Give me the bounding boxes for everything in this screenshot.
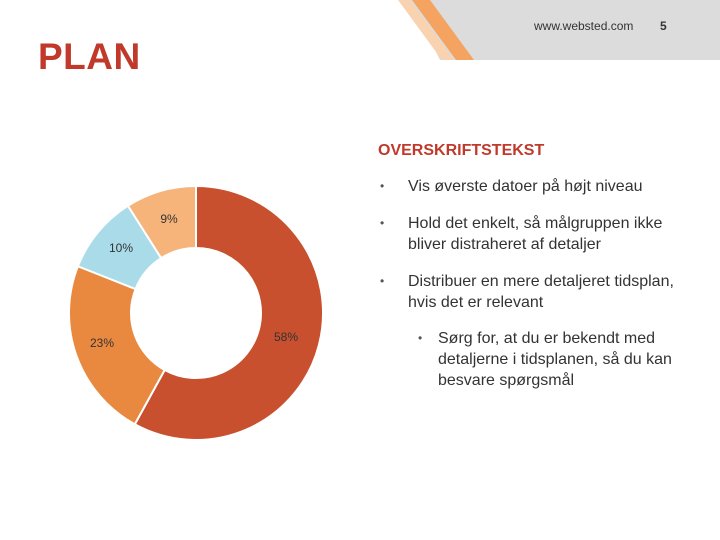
sub-bullet-list: [414, 328, 694, 391]
bullet-list: [380, 176, 700, 329]
bullet-dot-icon: •: [380, 179, 385, 193]
slice-label: 23%: [89, 336, 115, 350]
bullet-text: Vis øverste datoer på højt niveau: [408, 178, 643, 195]
page-number: 5: [660, 19, 667, 33]
donut-chart: [0, 150, 360, 480]
content-heading: OVERSKRIFTSTEKST: [378, 142, 545, 159]
bullet-item: [380, 176, 700, 197]
slice-label: 9%: [160, 212, 178, 226]
bullet-text: Hold det enkelt, så målgruppen ikke bliver distraheret af detaljer: [408, 215, 663, 253]
sub-bullet-text: Sørg for, at du er bekendt med detaljerne i tidsplanen, så du kan besvare spørgsmål: [438, 330, 672, 389]
bullet-dot-icon: •: [418, 331, 423, 345]
bullet-dot-icon: •: [380, 274, 385, 288]
bullet-item: [380, 271, 700, 313]
bullet-dot-icon: •: [380, 216, 385, 230]
website-url: www.websted.com: [534, 19, 634, 33]
slice-label: 58%: [273, 330, 299, 344]
slice-label: 10%: [108, 241, 134, 255]
bullet-text: Distribuer en mere detaljeret tidsplan, hvis det er relevant: [408, 273, 674, 311]
slide-title: PLAN: [38, 36, 141, 77]
bullet-item: [380, 213, 700, 255]
sub-bullet-item: [414, 328, 694, 391]
